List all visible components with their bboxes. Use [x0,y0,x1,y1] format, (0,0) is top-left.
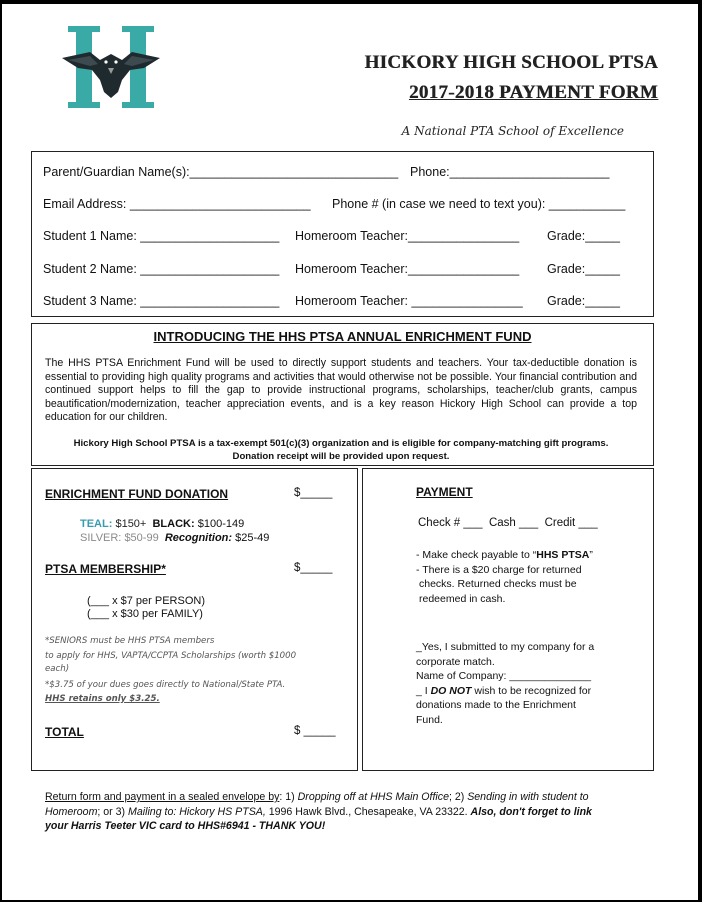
scholarship-note: to apply for HHS, VAPTA/CCPTA Scholarships (worth $1000 [45,651,297,661]
student-2-teacher-field[interactable]: Homeroom Teacher:________________ [295,262,520,276]
donation-heading: ENRICHMENT FUND DONATION [45,487,229,501]
option-homeroom: Homeroom [45,805,98,818]
payee-name: HHS PTSA [536,549,590,561]
donation-amount-field[interactable]: $_____ [294,487,333,499]
payable-line [416,548,648,563]
tier-row-1 [80,518,244,530]
student-3-name-field[interactable]: Student 3 Name: ____________________ [43,294,280,308]
text-phone-field[interactable]: Phone # (in case we need to text you): ___________ [332,197,626,211]
intro-body: The HHS PTSA Enrichment Fund will be used to directly support students and teachers. Your tax-deductible donation is essential to providing high quality programs and activities that would otherwise not be possible. Your financial contribution and continued support helps to fill the gap to provide instructional programs, scholarships, teacher/club grants, campus beautification/modernization, teacher appreciation events, and is a key reason Hickory High School can provide a top education for our children. [45,357,637,424]
membership-heading: PTSA MEMBERSHIP* [45,562,166,576]
teal-value: $150+ [115,518,147,530]
total-label: TOTAL [45,725,84,739]
hawk-h-logo [60,24,164,110]
parent-name-field[interactable]: Parent/Guardian Name(s):______________________________ [43,165,399,179]
fsep: ; or 3) [97,805,129,818]
per-person-field[interactable]: (___ x $7 per PERSON) [87,595,205,607]
total-amount-field[interactable]: $ _____ [294,725,336,737]
student-2-grade-field[interactable]: Grade:_____ [547,262,620,276]
no-recognition-checkbox[interactable] [416,684,650,699]
scholarship-note-end: each) [45,664,70,674]
dues-note: *$3.75 of your dues goes directly to National/State PTA. [45,680,286,690]
nr-prefix: _ I [416,684,431,697]
tax-exempt-line: Hickory High School PTSA is a tax-exempt 501(c)(3) organization and is eligible for company-matching gift programs. [73,438,609,449]
returned-check-line-3: redeemed in cash. [419,592,506,605]
option-mail: Mailing to: Hickory HS PTSA, [128,805,266,818]
fsep: : 1) [279,791,298,803]
company-name-field[interactable]: Name of Company: ______________ [416,670,592,682]
returned-check-line-2: checks. Returned checks must be [419,578,577,590]
teal-label: TEAL: [80,518,113,530]
returned-check-line: - There is a $20 charge for returned [416,563,582,576]
black-label: BLACK: [152,518,195,530]
student-1-grade-field[interactable]: Grade:_____ [547,229,620,243]
student-1-teacher-field[interactable]: Homeroom Teacher:________________ [295,229,520,243]
student-3-teacher-field[interactable]: Homeroom Teacher: ________________ [295,294,523,308]
form-title: HICKORY HIGH SCHOOL PTSA [364,52,658,73]
intro-heading: INTRODUCING THE HHS PTSA ANNUAL ENRICHMENT FUND [153,329,532,344]
fsep: ; 2) [448,791,468,803]
harris-teeter-note: Also, don't forget to link [470,805,592,818]
silver-label: SILVER: [80,532,122,544]
no-recognition-line-3: Fund. [416,713,443,726]
option-send: Sending in with student to [467,791,589,803]
option-drop-off: Dropping off at HHS Main Office [297,791,449,803]
mailing-address: 1996 Hawk Blvd., Chesapeake, VA 23322. [265,805,471,818]
payment-method-field[interactable]: Check # ___ Cash ___ Credit ___ [418,517,598,529]
corporate-match-section [416,640,650,727]
payable-text: - Make check payable to “ [416,549,537,561]
payment-heading: PAYMENT [416,485,473,499]
payment-instructions [416,548,648,606]
student-3-grade-field[interactable]: Grade:_____ [547,294,620,308]
email-field[interactable]: Email Address: __________________________ [43,197,311,211]
student-2-name-field[interactable]: Student 2 Name: ____________________ [43,262,280,276]
return-instructions-lead: Return form and payment in a sealed envelope by [45,791,280,803]
form-subtitle: 2017-2018 PAYMENT FORM [408,82,658,103]
nr-do-not: DO NOT [430,684,472,697]
return-instructions [45,790,645,834]
black-value: $100-149 [197,518,245,530]
student-1-name-field[interactable]: Student 1 Name: ____________________ [43,229,280,243]
receipt-line: Donation receipt will be provided upon request. [232,450,450,462]
retains-note: HHS retains only $3.25. [45,694,160,704]
payment-form-page [2,4,698,900]
harris-teeter-note-2: your Harris Teeter VIC card to HHS#6941 - THANK YOU! [45,820,326,832]
membership-amount-field[interactable]: $_____ [294,562,333,574]
corporate-match-checkbox[interactable]: _Yes, I submitted to my company for a [416,641,595,653]
tier-row-2 [80,532,269,544]
per-family-field[interactable]: (___ x $30 per FAMILY) [87,608,203,620]
silver-value: $50-99 [124,532,159,544]
phone-field[interactable]: Phone:_______________________ [410,165,610,179]
recognition-label: Recognition: [164,532,233,544]
corporate-match-line-2: corporate match. [416,655,495,668]
nr-suffix: wish to be recognized for [471,684,592,697]
recognition-value: $25-49 [235,532,270,544]
seniors-note: *SENIORS must be HHS PTSA members [45,636,215,646]
payable-quote: ” [589,549,593,561]
no-recognition-line-2: donations made to the Enrichment [416,699,576,711]
tax-exempt-notice [45,438,637,463]
tagline: A National PTA School of Excellence [401,124,624,138]
